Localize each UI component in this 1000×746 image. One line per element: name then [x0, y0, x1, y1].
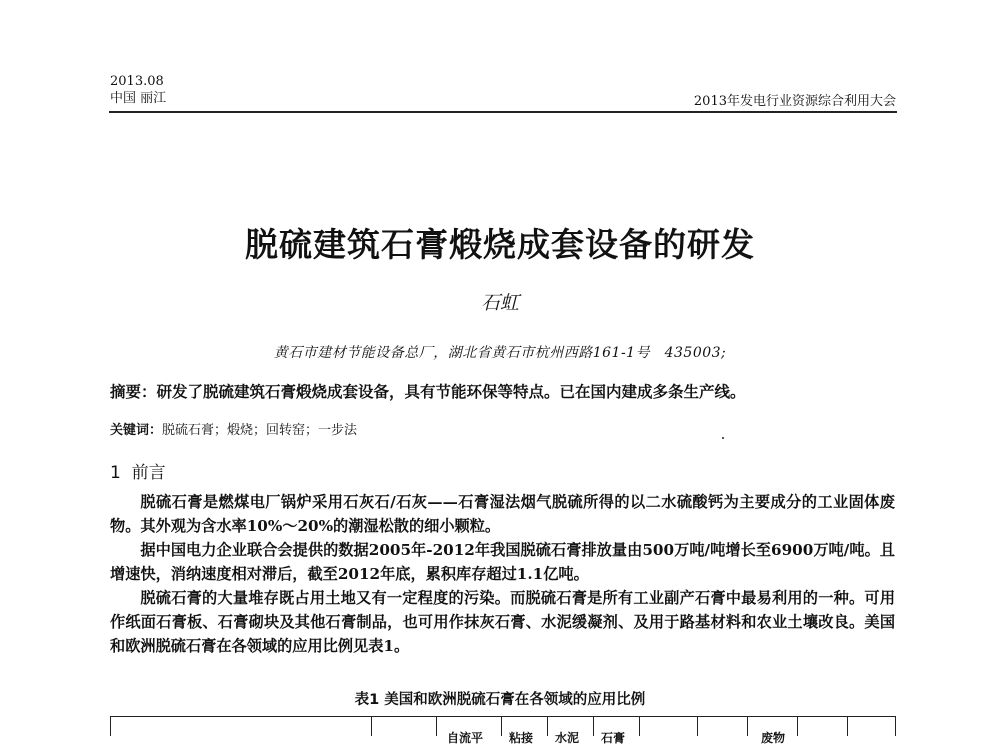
- keywords-text: 脱硫石膏；煅烧；回转窑；一步法: [162, 423, 358, 438]
- header-date: 2013.08: [110, 74, 164, 89]
- scan-speck: [722, 437, 724, 439]
- table-column-divider: [747, 717, 748, 736]
- affiliation: 黄石市建材节能设备总厂，湖北省黄石市杭州西路161-1号 435003;: [273, 345, 727, 361]
- header-location: 中国 丽江: [110, 91, 167, 106]
- table-header-cell: 石膏: [601, 731, 626, 745]
- table-header-cell: 废物: [761, 731, 786, 745]
- table-column-divider: [847, 717, 848, 736]
- table-header-cell: 水泥: [555, 731, 580, 745]
- body-text: [110, 490, 895, 658]
- header-rule: [109, 111, 897, 113]
- table-column-divider: [797, 717, 798, 736]
- paper-title: 脱硫建筑石膏煅烧成套设备的研发: [245, 225, 755, 264]
- table-column-divider: [697, 717, 698, 736]
- abstract: 摘要：研发了脱硫建筑石膏煅烧成套设备，具有节能环保等特点。已在国内建成多条生产线。: [110, 383, 746, 401]
- paragraph: 脱硫石膏是燃煤电厂锅炉采用石灰石/石灰——石膏湿法烟气脱硫所得的以二水硫酸钙为主要成分的工业固体废物。其外观为含水率10%～20%的潮湿松散的细小颗粒。: [110, 493, 895, 535]
- paragraph: 脱硫石膏的大量堆存既占用土地又有一定程度的污染。而脱硫石膏是所有工业副产石膏中最易利用的一种。可用作纸面石膏板、石膏砌块及其他石膏制品，也可用作抹灰石膏、水泥缓凝剂、及用于路基材料和农业土壤改良。美国和欧洲脱硫石膏在各领域的应用比例见表1。: [110, 589, 895, 655]
- keywords: [110, 419, 357, 438]
- table-header-cell: 粘接: [509, 731, 534, 745]
- table-caption: 表1 美国和欧洲脱硫石膏在各领域的应用比例: [354, 692, 646, 708]
- table-header-cell: 自流平: [447, 731, 484, 745]
- table-top-edge: [110, 716, 896, 745]
- table-column-divider: [436, 717, 437, 736]
- table-column-divider: [639, 717, 640, 736]
- section-title: 前言: [131, 463, 166, 483]
- section-number: 1: [110, 463, 121, 483]
- table-column-divider: [547, 717, 548, 736]
- table-column-divider: [593, 717, 594, 736]
- keywords-label: 关键词：: [110, 423, 163, 438]
- header-conference: 2013年发电行业资源综合利用大会: [693, 94, 896, 109]
- table-column-divider: [371, 717, 372, 736]
- header-left: [110, 73, 166, 107]
- paragraph: 据中国电力企业联合会提供的数据2005年-2012年我国脱硫石膏排放量由500万吨/吨增长至6900万吨/吨。且增速快，消纳速度相对滞后，截至2012年底，累积库存超过1.1亿吨。: [110, 541, 895, 583]
- author: 石虹: [480, 292, 519, 314]
- table-column-divider: [501, 717, 502, 736]
- section-heading: [110, 458, 166, 483]
